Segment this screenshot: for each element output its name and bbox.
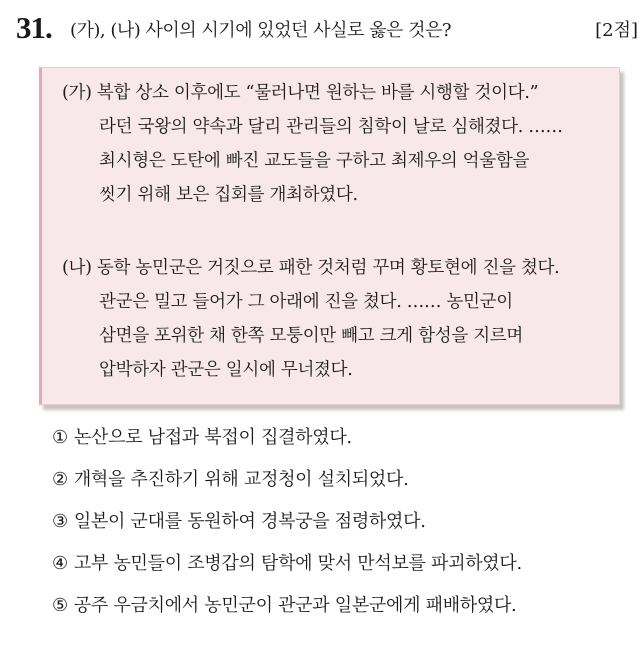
passage-ga-line: 최시형은 도탄에 빠진 교도들을 구하고 최제우의 억울함을 (99, 151, 530, 171)
choice-marker: ① (52, 427, 68, 448)
choice-3[interactable] (52, 501, 637, 543)
choice-2[interactable] (52, 459, 637, 501)
choice-1[interactable] (52, 417, 637, 459)
question-prompt: (가), (나) 사이의 시기에 있었던 사실로 옳은 것은? (70, 20, 451, 41)
passage-ga (62, 76, 609, 212)
question-header (16, 10, 638, 46)
choice-marker: ② (52, 469, 68, 490)
choice-text: 논산으로 남접과 북접이 집결하였다. (73, 427, 352, 448)
source-passage-box (39, 67, 620, 405)
passage-ga-line: (가) 복합 상소 이후에도 “물러나면 원하는 바를 시행할 것이다.” (62, 83, 539, 103)
choice-4[interactable] (52, 543, 637, 585)
passage-ga-line: 씻기 위해 보은 집회를 개최하였다. (99, 185, 358, 205)
choice-text: 일본이 군대를 동원하여 경복궁을 점령하였다. (73, 511, 426, 532)
passage-na-line: (나) 동학 농민군은 거짓으로 패한 것처럼 꾸며 황토현에 진을 쳤다. (62, 258, 560, 278)
choice-text: 개혁을 추진하기 위해 교정청이 설치되었다. (73, 469, 409, 490)
choice-text: 고부 농민들이 조병갑의 탐학에 맞서 만석보를 파괴하였다. (73, 553, 522, 574)
passage-na-line: 관군은 밀고 들어가 그 아래에 진을 쳤다. …… 농민군이 (99, 292, 513, 312)
choice-marker: ③ (52, 511, 68, 532)
choice-marker: ⑤ (52, 595, 68, 616)
choice-text: 공주 우금치에서 농민군이 관군과 일본군에게 패배하였다. (73, 595, 517, 616)
passage-na-line: 삼면을 포위한 채 한쪽 모퉁이만 빼고 크게 함성을 지르며 (99, 326, 524, 346)
passage-na-line: 압박하자 관군은 일시에 무너졌다. (99, 360, 353, 380)
passage-na (62, 251, 609, 387)
question-points: [2점] (595, 20, 638, 41)
choice-marker: ④ (52, 553, 68, 574)
choice-5[interactable] (52, 585, 637, 627)
question-number: 31. (16, 10, 52, 45)
answer-choices (52, 417, 637, 627)
passage-ga-line: 라던 국왕의 약속과 달리 관리들의 침학이 날로 심해졌다. …… (99, 117, 563, 137)
